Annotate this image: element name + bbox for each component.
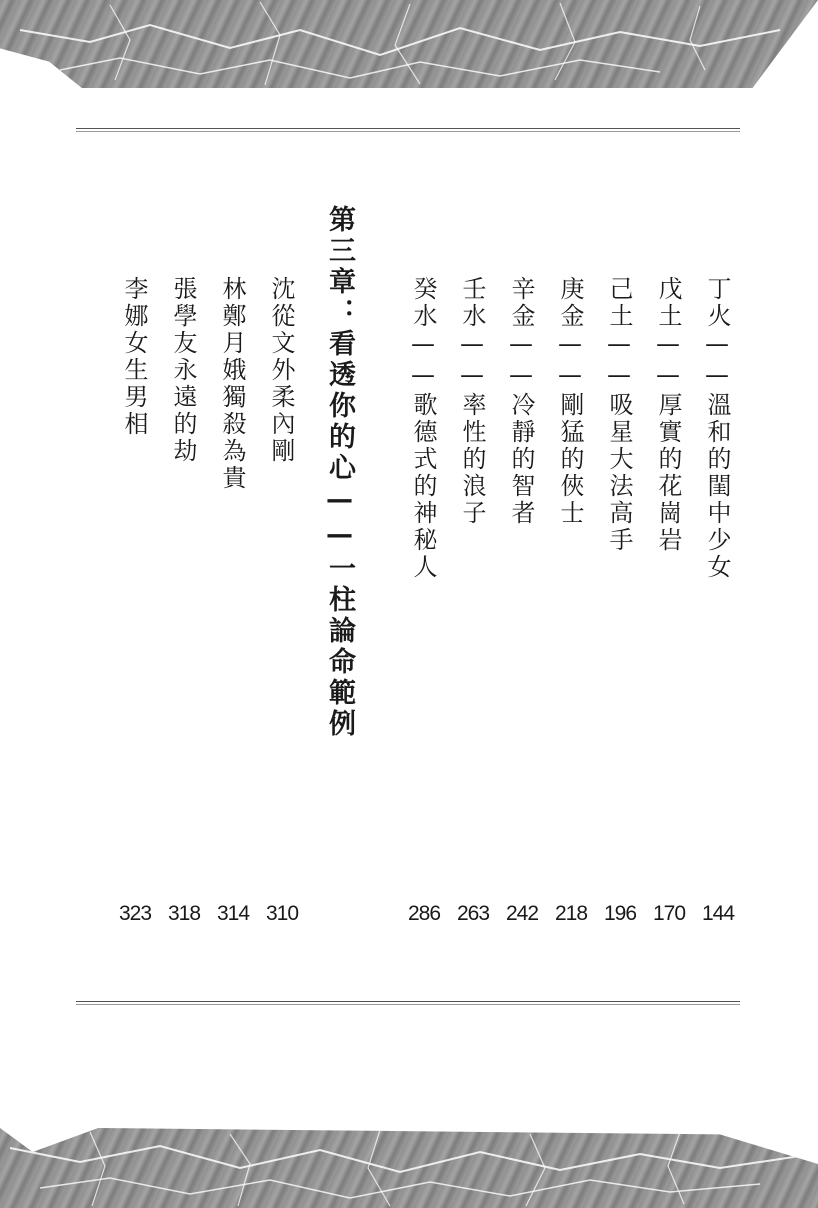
chapter-heading: 第三章：看透你的心——一柱論命範例 — [324, 205, 355, 740]
crackle-texture-icon — [0, 1128, 818, 1208]
toc-page-number: 242 — [505, 902, 539, 925]
toc-entry-title: 沈從文外柔內剛 — [267, 276, 295, 465]
top-rule — [76, 128, 740, 129]
toc-entry-title: 丁火——溫和的閨中少女 — [703, 276, 731, 581]
toc-page-number: 310 — [265, 902, 299, 925]
toc-page-number: 218 — [554, 902, 588, 925]
bottom-rule — [76, 1001, 740, 1002]
toc-entry-title: 林鄭月娥獨殺為貴 — [218, 276, 246, 492]
crackle-texture-icon — [0, 0, 818, 88]
toc-entry-title: 李娜女生男相 — [120, 276, 148, 438]
bottom-decorative-band — [0, 1128, 818, 1208]
toc-page-number: 196 — [603, 902, 637, 925]
toc-page-number: 323 — [118, 902, 152, 925]
toc-entry-title: 壬水——率性的浪子 — [458, 276, 486, 527]
toc-entry-title: 己土——吸星大法高手 — [605, 276, 633, 554]
toc-page-number: 314 — [216, 902, 250, 925]
toc-page-number: 263 — [456, 902, 490, 925]
toc-entry-title: 辛金——冷靜的智者 — [507, 276, 535, 527]
toc-page-number: 144 — [701, 902, 735, 925]
top-decorative-band — [0, 0, 818, 88]
toc-entry-title: 庚金——剛猛的俠士 — [556, 276, 584, 527]
toc-entry-title: 張學友永遠的劫 — [169, 276, 197, 465]
toc-entry-title: 戊土——厚實的花崗岩 — [654, 276, 682, 554]
toc-entry-title: 癸水——歌德式的神秘人 — [409, 276, 437, 581]
toc-page-number: 318 — [167, 902, 201, 925]
toc-page-number: 170 — [652, 902, 686, 925]
toc-page-number: 286 — [407, 902, 441, 925]
